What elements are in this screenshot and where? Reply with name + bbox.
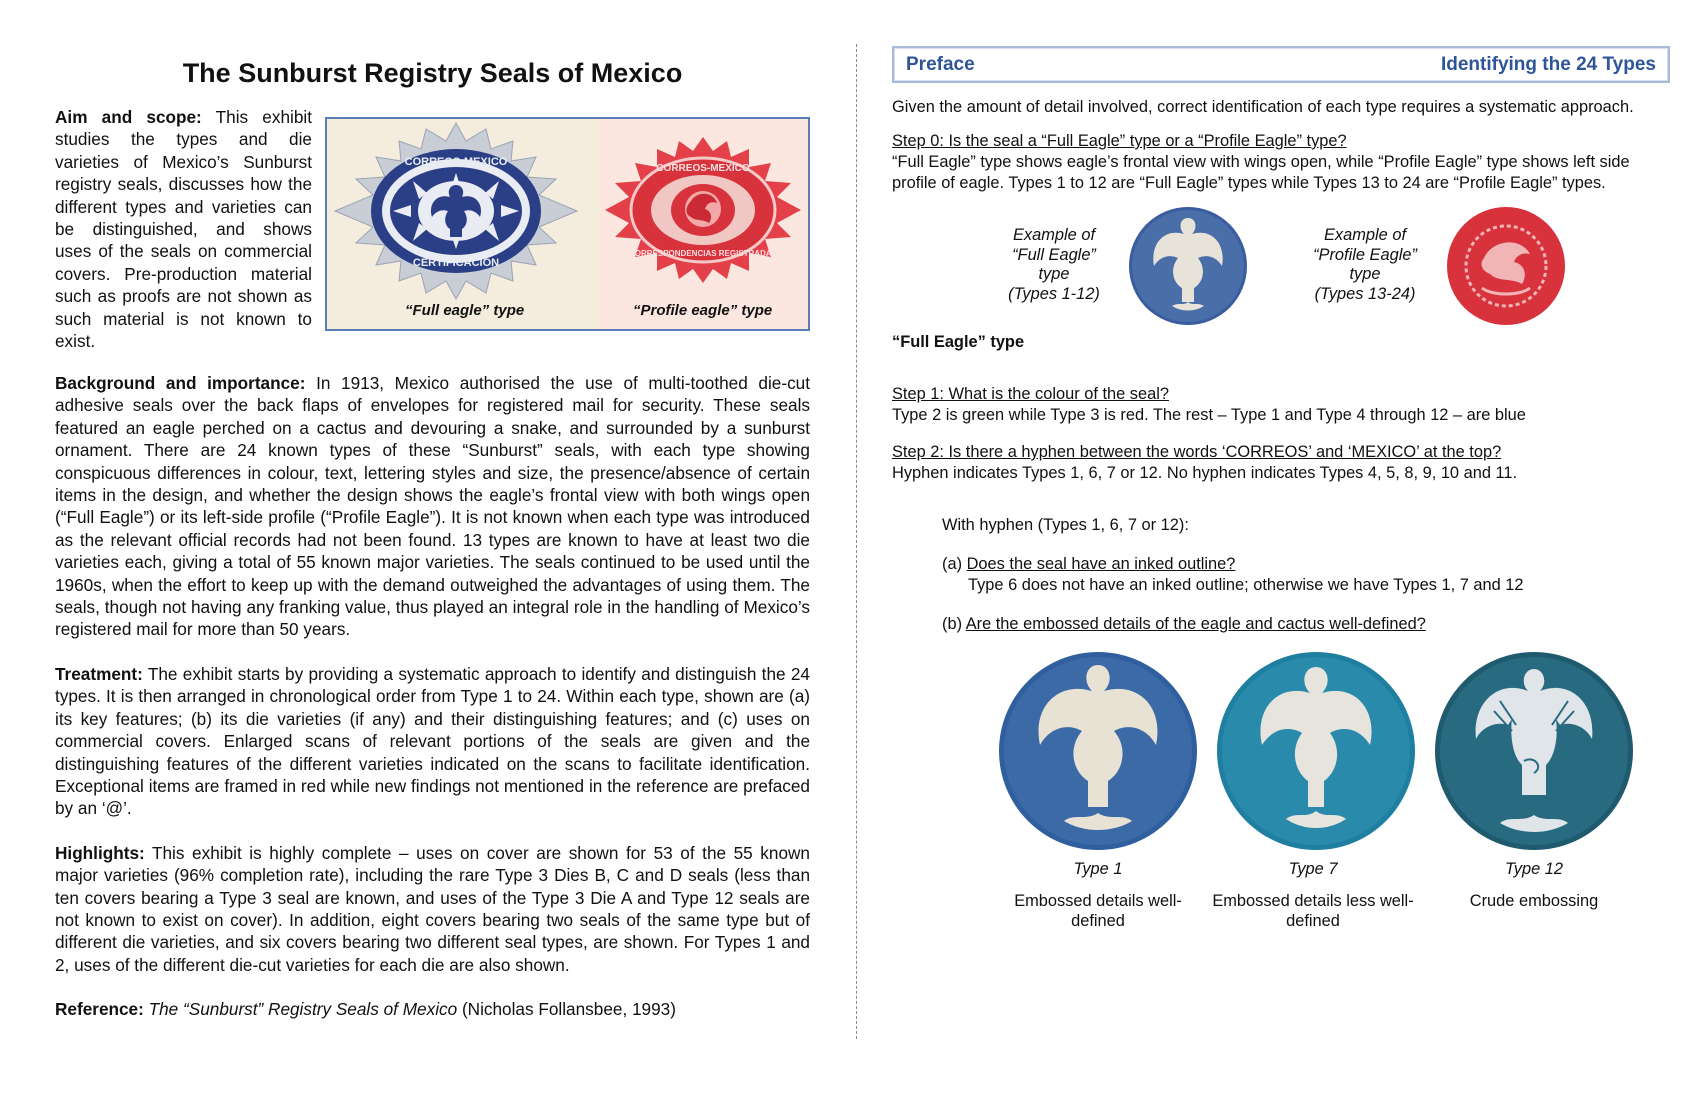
full-eagle-caption: “Full eagle” type (405, 302, 525, 319)
treatment-paragraph (55, 663, 810, 820)
question-a-answer: Type 6 does not have an inked outline; otherwise we have Types 1, 7 and 12 (968, 576, 1524, 594)
background-heading: Background and importance: (55, 373, 306, 393)
with-hyphen-label: With hyphen (Types 1, 6, 7 or 12): (942, 516, 1189, 534)
question-b: Are the embossed details of the eagle and cactus well-defined? (965, 615, 1426, 633)
page-divider (856, 44, 857, 1039)
right-page (892, 46, 1670, 935)
full-eagle-example-label: Example of “Full Eagle” type (Types 1-12) (1008, 226, 1100, 303)
aim-paragraph (55, 106, 312, 352)
step2-question: Step 2: Is there a hyphen between the words ‘CORREOS’ and ‘MEXICO’ at the top? (892, 443, 1502, 461)
full-eagle-heading: “Full Eagle” type (892, 333, 1025, 351)
reference-title: The “Sunburst” Registry Seals of Mexico (148, 999, 458, 1020)
step0-question: Step 0: Is the seal a “Full Eagle” type or a “Profile Eagle” type? (892, 132, 1347, 150)
step1-answer: Type 2 is green while Type 3 is red. The rest – Type 1 and Type 4 through 12 – are blue (892, 406, 1526, 424)
highlights-paragraph (55, 842, 810, 976)
full-seal-bottom-text: CERTIFICACION (412, 257, 500, 269)
question-a-block: (a) Does the seal have an inked outline? Type 6 does not have an inked outline; otherwise we have Types 1, 7 and 12 (942, 554, 1670, 596)
aim-text: This exhibit studies the types and die varieties of Mexico’s Sunburst registry seals, discusses how the different types and varieties can be distinguished, and shows uses of the seals on commercial covers. Pre-production material such as proofs are not shown as such material is not known to exist. (55, 107, 312, 352)
highlights-text: This exhibit is highly complete – uses on cover are shown for 53 of the 55 known major varieties (96% completion rate), including the rare Type 3 Dies B, C and D seals (less than ten covers bearing a Type 3 seal are known, and uses of the Type 3 Die A and Type 12 seals are not known to exist on cover). In addition, eight covers bearing two seals of the same type but of different die varieties, and six covers bearing two different seal types, are shown. For Types 1 and 2, uses of the different die-cut varieties for each die are also shown. (55, 842, 810, 975)
type-7-label: Type 7 (1288, 860, 1338, 878)
step2-block (892, 442, 1670, 484)
type-1-caption (988, 859, 1208, 931)
treatment-text: The exhibit starts by providing a systematic approach to identify and distinguish the 24 types. It is then arranged in chronological order from Type 1 to 24. Within each type, shown are (a) its key features; (b) its die varieties (if any) and their distinguishing features; and (c) uses on commercial covers. Enlarged scans of relevant portions of the seals are given and the distinguishing features of the different varieties indicated on the scans to facilitate identification. Exceptional items are framed in red while new findings not mentioned in the reference are prefaced by an ‘@’. (55, 663, 810, 819)
background-paragraph (55, 372, 810, 641)
type-7-desc: Embossed details less well-defined (1212, 892, 1414, 930)
reference-citation: (Nicholas Follansbee, 1993) (457, 999, 676, 1020)
full-eagle-seal-image (331, 121, 581, 301)
full-eagle-example-seal (1128, 206, 1248, 326)
type-comparison-row (892, 645, 1670, 935)
type-12-desc: Crude embossing (1469, 892, 1599, 910)
background-text: In 1913, Mexico authorised the use of multi-toothed die-cut adhesive seals over the back flaps of envelopes for registered mail for security. These seals featured an eagle perched on a cactus and devouring a snake, and surrounded by a sunburst ornament. There are 24 known types of these “Sunburst” seals, with each type showing conspicuous differences in colour, text, lettering styles and size, the presence/absence of certain items in the design, and whether the design shows the eagle’s frontal view with both wings open (“Full Eagle”) or its left-side profile (“Profile Eagle”). It is not known when each type was introduced as the relevant official records had not been found. 13 types are known to have at least two die varieties each, giving a total of 55 known major varieties. The seals continued to be used until the 1960s, when the effort to keep up with the demand outweighed the advantages of using them. The seals, though not having any franking value, thus played an integral role in the handling of Mexico’s registered mail for more than 50 years. (55, 373, 810, 640)
profile-eagle-seal-image (603, 135, 803, 285)
step1-block (892, 384, 1670, 426)
type-12-caption (1424, 859, 1644, 911)
type-12-label: Type 12 (1504, 860, 1563, 878)
example-row (892, 194, 1670, 334)
type-12-seal (1434, 651, 1634, 851)
step0-answer: “Full Eagle” type shows eagle’s frontal view with wings open, while “Profile Eagle” type shows left side profile of eagle. Types 1 to 12 are “Full Eagle” types while Types 13 to 24 are “Profile Eagle” types. (892, 153, 1630, 192)
treatment-heading: Treatment: (55, 663, 143, 684)
profile-seal-top-text: CORREOS-MEXICO (656, 163, 750, 174)
profile-eagle-caption: “Profile eagle” type (633, 302, 773, 319)
type-7-seal (1216, 651, 1416, 851)
profile-eagle-example-label: Example of “Profile Eagle” type (Types 13-24) (1313, 226, 1417, 303)
reference-paragraph (55, 998, 810, 1020)
section-header (892, 46, 1670, 83)
type-1-label: Type 1 (1073, 860, 1123, 878)
aim-heading: Aim and scope: (55, 107, 202, 127)
page-title: The Sunburst Registry Seals of Mexico (182, 58, 683, 88)
profile-eagle-example-seal (1446, 206, 1566, 326)
step2-answer: Hyphen indicates Types 1, 6, 7 or 12. No hyphen indicates Types 4, 5, 8, 9, 10 and 11. (892, 464, 1518, 482)
reference-heading: Reference: (55, 999, 144, 1020)
left-page (55, 58, 810, 1021)
aim-section (55, 106, 810, 350)
type-1-seal (998, 651, 1198, 851)
step0-block (892, 131, 1670, 194)
full-seal-top-text: CORREOS-MEXICO (404, 156, 508, 168)
profile-seal-bottom-text: CORRESPONDENCIAS REGISTRADAS (628, 249, 778, 258)
intro-text: Given the amount of detail involved, correct identification of each type requires a systematic approach. (892, 98, 1634, 116)
step1-question: Step 1: What is the colour of the seal? (892, 385, 1169, 403)
header-preface: Preface (906, 53, 975, 75)
question-a: Does the seal have an inked outline? (966, 555, 1236, 573)
seal-types-figure (325, 117, 810, 331)
type-7-caption (1208, 859, 1418, 931)
type-1-desc: Embossed details well-defined (1014, 892, 1182, 930)
question-b-block: (b) Are the embossed details of the eagle and cactus well-defined? (942, 615, 1426, 633)
header-section-title: Identifying the 24 Types (1440, 53, 1656, 75)
highlights-heading: Highlights: (55, 842, 145, 863)
